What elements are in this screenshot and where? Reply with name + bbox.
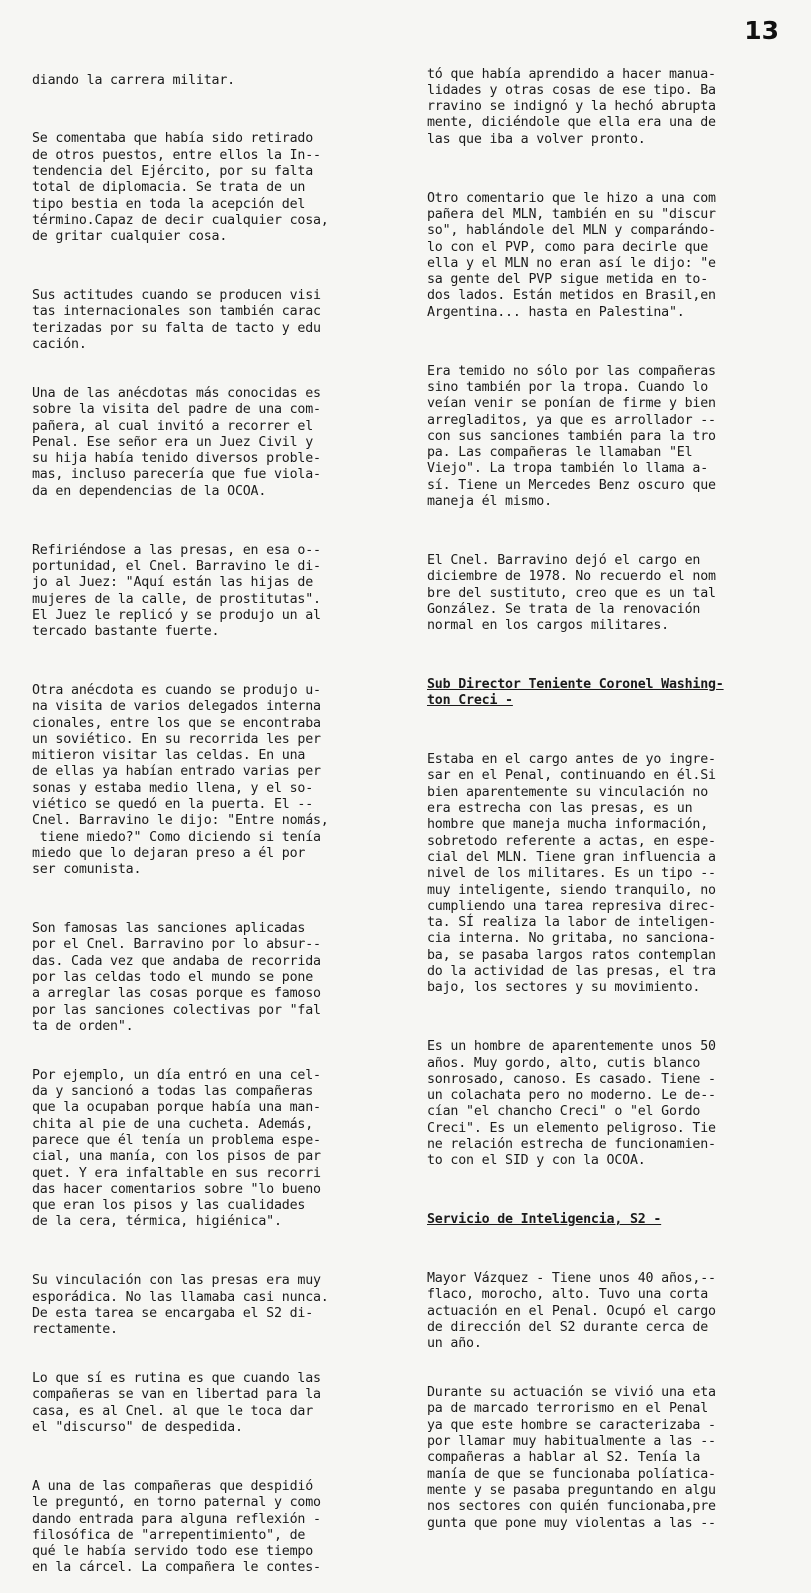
paragraph: diando la carrera militar. [32,72,235,88]
section-heading-subdirector: Sub Director Teniente Coronel Washing- ton Creci - [427,676,724,709]
left-column [32,40,392,1593]
paragraph: Mayor Vázquez - Tiene unos 40 años,-- flaco, morocho, alto. Tuvo una corta actuación en el Penal. Ocupó el cargo de dirección del S2 durante cerca de un año. [427,1271,716,1352]
paragraph: Lo que sí es rutina es que cuando las compañeras se van en libertad para la casa, es al Cnel. al que le toca dar el "discurso" de despedida. [32,1371,321,1436]
paragraph: Sus actitudes cuando se producen visi tas internacionales son también carac terizadas por su falta de tacto y edu cación. [32,288,321,353]
paragraph: Por ejemplo, un día entró en una cel- da y sancionó a todas las compañeras que la ocupaban porque había una man- chita al pie de una cucheta. Además, parece que él tenía un problema espe- cial, una manía, con los pisos de par quet. Y era infaltable en sus recorri das hacer comentarios sobre "lo bueno que eran los pisos y las cualidades de la cera, térmica, higiénica". [32,1067,321,1230]
paragraph: Se comentaba que había sido retirado de otros puestos, entre ellos la In-- tendencia del Ejército, por su falta total de diplomacia. Se trata de un tipo bestia en toda la acepción del término.Capaz de decir cualquier cosa, de gritar cualquier cosa. [32,131,329,245]
paragraph: Durante su actuación se vivió una eta pa de marcado terrorismo en el Penal ya que este hombre se caracterizaba - por llamar muy habitualmente a las -- compañeras a hablar al S2. Tenía la manía de que se funcionaba políatica- mente y se pasaba preguntando en algu nos sectores con quién funcionaba,pre gunta que pone muy violentas a las -- [427,1385,716,1531]
section-heading-s2: Servicio de Inteligencia, S2 - [427,1212,662,1228]
paragraph: Era temido no sólo por las compañeras sino también por la tropa. Cuando lo veían venir se ponían de firme y bien arregladitos, ya que es arrollador -- con sus sanciones también para la tro pa. Las compañeras le llamaban "El Viejo". La tropa también lo llama a- sí. Tiene un Mercedes Benz oscuro que maneja él mismo. [427,363,716,510]
paragraph: tó que había aprendido a hacer manua- lidades y otras cosas de ese tipo. Ba rravino se indignó y la hechó abrupta mente, diciéndole que ella era una de las que iba a volver pronto. [427,66,716,147]
paragraph: Refiriéndose a las presas, en esa o-- portunidad, el Cnel. Barravino le di- jo al Juez: "Aquí están las hijas de mujeres de la calle, de prostitutas". El Juez le replicó y se produjo un al tercado bastante fuerte. [32,542,321,640]
paragraph: Otro comentario que le hizo a una com pañera del MLN, también en su "discur so", hablándole del MLN y comparándo- lo con el PVP, como para decirle que ella y el MLN no eran así le dijo: "e sa gente del PVP sigue metida en to- dos lados. Están metidos en Brasil,en Argentina... hasta en Palestina". [427,190,716,320]
paragraph: Son famosas las sanciones aplicadas por el Cnel. Barravino por lo absur-- das. Cada vez que andaba de recorrida por las celdas todo el mundo se pone a arreglar las cosas porque es famoso por las sanciones colectivas por "fal ta de orden". [32,921,321,1034]
paragraph: Otra anécdota es cuando se produjo u- na visita de varios delegados interna cionales, entre los que se encontraba un soviético. En su recorrida les per mitieron visitar las celdas. En una de ellas ya habían entrado varias per sonas y estaba medio llena, y el so- viético se quedó en la puerta. El -- Cnel. Barravino le dijo: "Entre nomás, tiene miedo?" Como diciendo si tenía miedo que lo dejaran preso a él por ser comunista. [32,682,329,878]
paragraph: Su vinculación con las presas era muy esporádica. No las llamaba casi nunca. De esta tarea se encargaba el S2 di- rectamente. [32,1273,329,1338]
paragraph: El Cnel. Barravino dejó el cargo en diciembre de 1978. No recuerdo el nom bre del sustituto, creo que es un tal González. Se trata de la renovación normal en los cargos militares. [427,552,716,634]
paragraph: Es un hombre de aparentemente unos 50 años. Muy gordo, alto, cutis blanco sonrosado, canoso. Es casado. Tiene - un colachata pero no moderno. Le de-- cían "el chancho Creci" o "el Gordo Creci". Es un elemento peligroso. Tie ne relación estrecha de funcionamien- to con el SID y con la OCOA. [427,1039,716,1169]
page-number: 13 [744,16,779,45]
paragraph: Una de las anécdotas más conocidas es sobre la visita del padre de una com- pañera, al cual invitó a recorrer el Penal. Ese señor era un Juez Civil y su hija había tenido diversos proble- mas, incluso parecería que fue viola- da en dependencias de la OCOA. [32,385,321,499]
paragraph: Estaba en el cargo antes de yo ingre- sar en el Penal, continuando en él.Si bien aparentemente su vinculación no era estrecha con las presas, es un hombre que maneja mucha información, sobretodo referente a actas, en espe- cial del MLN. Tiene gran influencia a nivel de los militares. Es un tipo -- muy inteligente, siendo tranquilo, no cumpliendo una tarea represiva direc- ta. SÍ realiza la labor de inteligen- cia interna. No gritaba, no sanciona- ba, se pasaba largos ratos contemplan do la actividad de las presas, el tra bajo, los sectores y su movimiento. [427,752,716,996]
right-column [427,50,799,1548]
paragraph: A una de las compañeras que despidió le preguntó, en torno paternal y como dando entrada para alguna reflexión - filosófica de "arrepentimiento", de qué le había servido todo ese tiempo en la cárcel. La compañera le contes- [32,1478,321,1576]
